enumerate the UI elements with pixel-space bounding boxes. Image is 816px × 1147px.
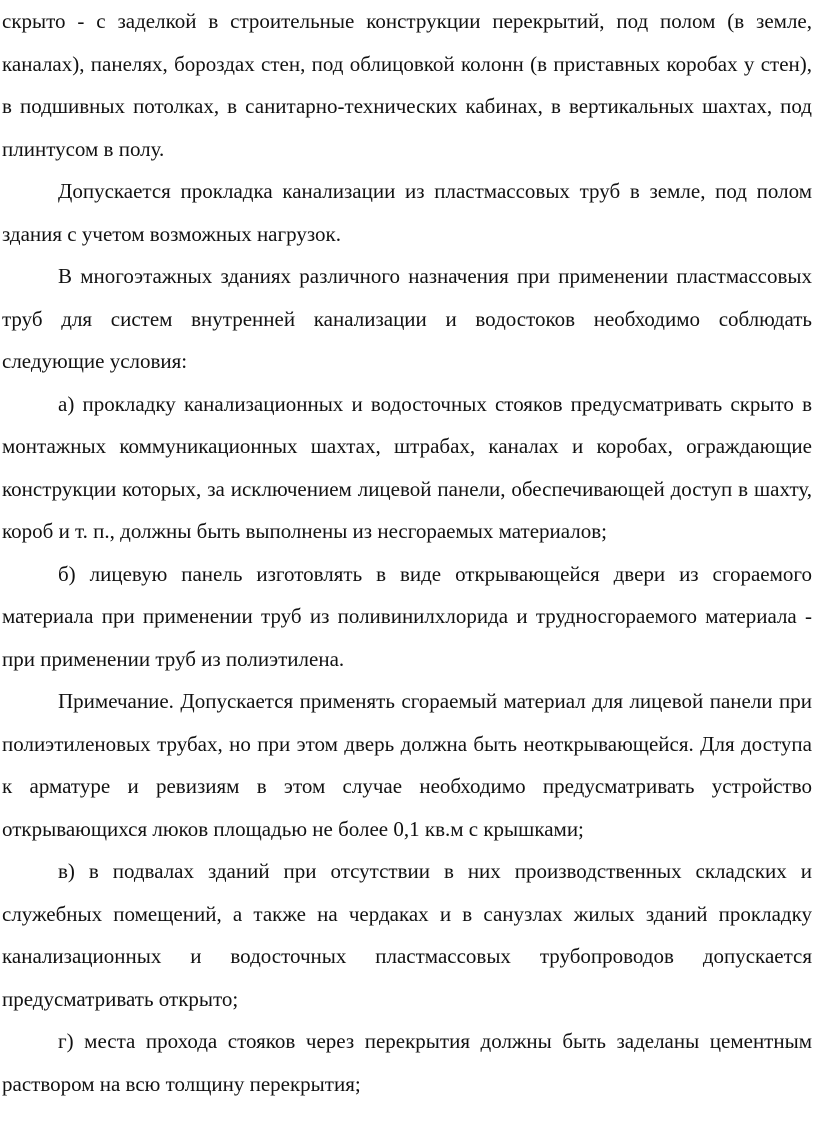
paragraph-multistorey-conditions: В многоэтажных зданиях различного назначения при применении пластмассовых труб для систем внутренней канализации и водостоков необходимо соблюдать следующие условия:: [2, 264, 812, 373]
paragraph-condition-a: а) прокладку канализационных и водосточных стояков предусматривать скрыто в монтажных коммуникационных шахтах, штрабах, каналах и коробах, ограждающие конструкции которых, за исключением лицевой панели, обеспечивающей доступ в шахту, короб и т. п., должны быть выполнены из несгораемых материалов;: [2, 391, 812, 543]
paragraph-concealed-laying: скрыто - с заделкой в строительные конструкции перекрытий, под полом (в земле, каналах), панелях, бороздах стен, под облицовкой колонн (в приставных коробах у стен), в подшивных потолках, в санитарно-технических кабинах, в вертикальных шахтах, под плинтусом в полу.: [2, 9, 812, 161]
paragraph-underground-allowed: Допускается прокладка канализации из пластмассовых труб в земле, под полом здания с учетом возможных нагрузок.: [2, 179, 812, 246]
paragraph-note: Примечание. Допускается применять сгораемый материал для лицевой панели при полиэтиленовых трубах, но при этом дверь должна быть неоткрывающейся. Для доступа к арматуре и ревизиям в этом случае необходимо предусматривать устройство открывающихся люков площадью не более 0,1 кв.м с крышками;: [2, 689, 812, 841]
paragraph-condition-c: в) в подвалах зданий при отсутствии в них производственных складских и служебных помещений, а также на чердаках и в санузлах жилых зданий прокладку канализационных и водосточных пластмассовых трубопроводов допускается предусматривать открыто;: [2, 859, 812, 1011]
paragraph-condition-b: б) лицевую панель изготовлять в виде открывающейся двери из сгораемого материала при применении труб из поливинилхлорида и трудносгораемого материала - при применении труб из полиэтилена.: [2, 561, 812, 671]
paragraph-condition-d: г) места прохода стояков через перекрытия должны быть заделаны цементным раствором на всю толщину перекрытия;: [2, 1029, 812, 1096]
